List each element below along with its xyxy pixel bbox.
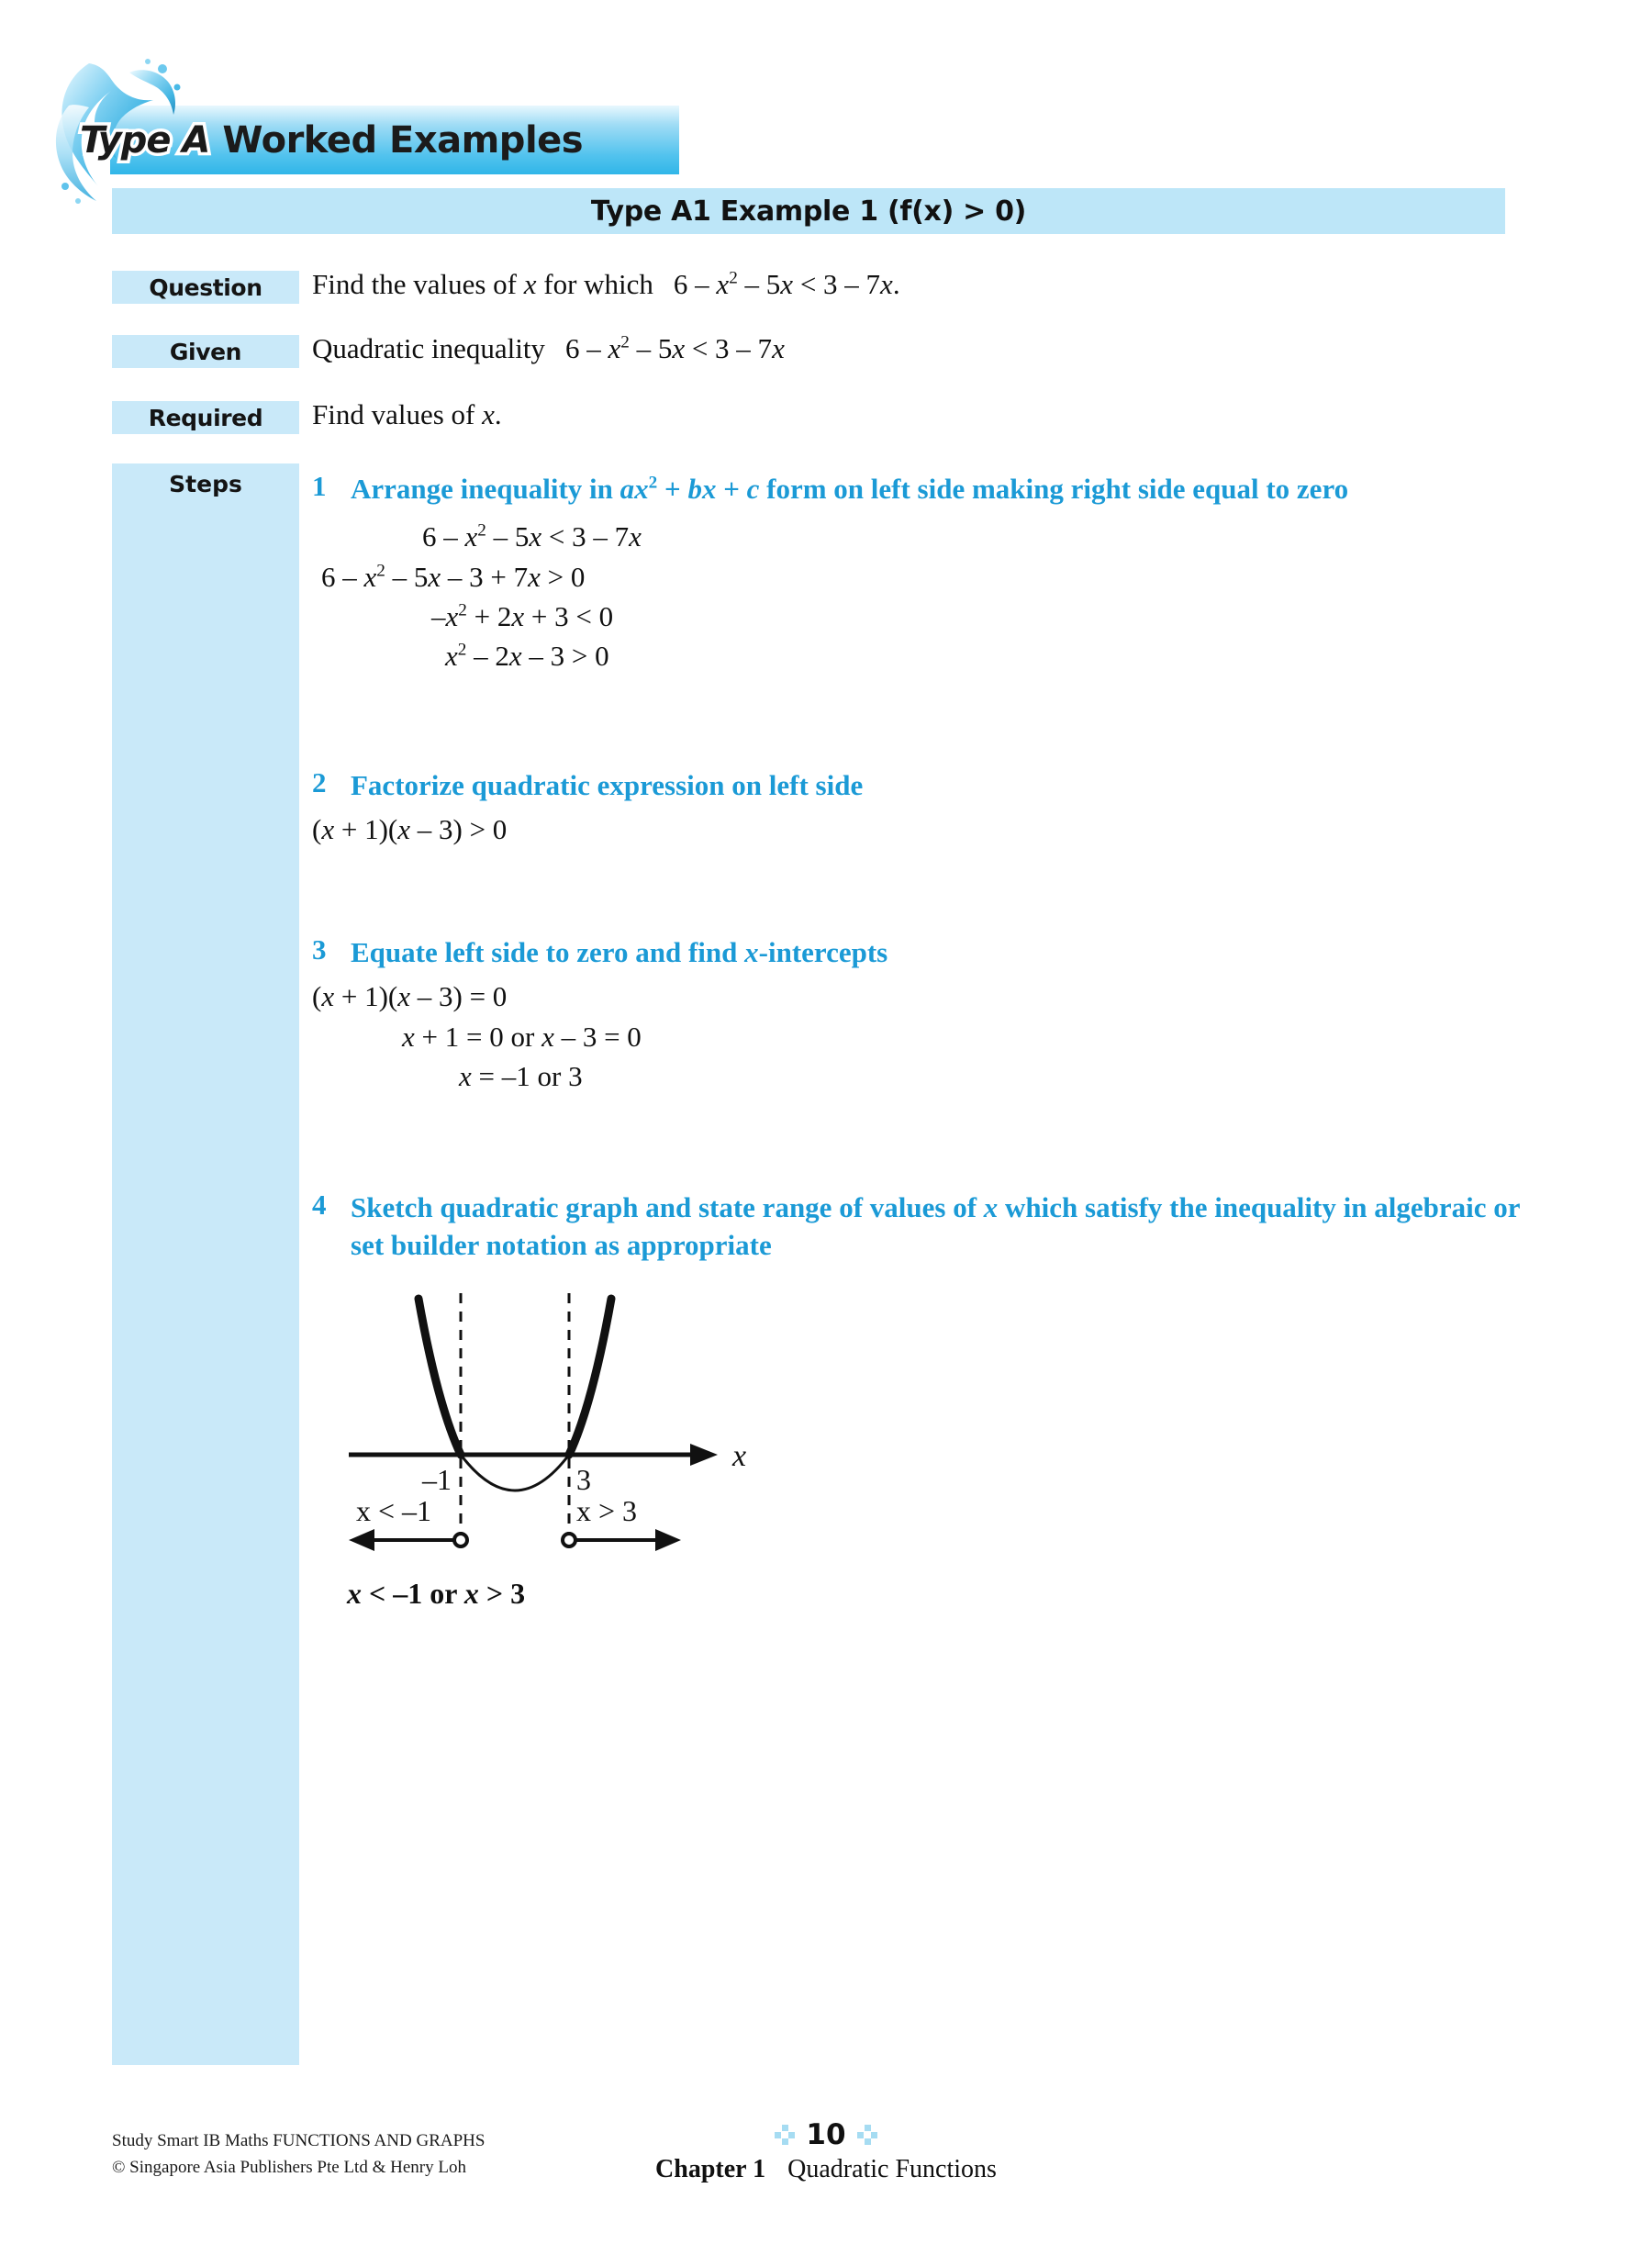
parabola-thick-right bbox=[569, 1299, 611, 1455]
step-1-title: Arrange inequality in $ax^2$ + bx + c form on left side making right side equal to zero bbox=[351, 473, 1349, 505]
page-number: 10 bbox=[806, 2118, 846, 2151]
step-2 bbox=[312, 766, 863, 850]
quadratic-sketch bbox=[340, 1280, 771, 1592]
required-text: Find values of x. bbox=[312, 398, 502, 430]
page-number-row bbox=[551, 2118, 1101, 2151]
label-required: Required bbox=[148, 404, 263, 431]
number-line-left-arrowhead bbox=[349, 1529, 374, 1551]
step-3 bbox=[312, 933, 887, 1096]
equation-line: $x^2 - 2x - 3 > 0$ bbox=[445, 640, 609, 673]
equation-line: (x + 1)(x – 3) = 0 bbox=[312, 980, 508, 1013]
step-4-number: 4 bbox=[312, 1189, 327, 1221]
parabola-thick-left bbox=[419, 1299, 461, 1455]
steps-column bbox=[112, 463, 299, 2065]
equation-line: $6 - x^2 - 5x - 3 + 7x > 0$ bbox=[321, 560, 586, 593]
root-label-left: –1 bbox=[422, 1463, 452, 1496]
open-circle-root-left bbox=[454, 1534, 467, 1546]
footer-line-2: © Singapore Asia Publishers Pte Ltd & Henry Loh bbox=[112, 2158, 466, 2178]
label-chip-question bbox=[112, 271, 299, 304]
step-2-equations bbox=[312, 809, 863, 849]
equation-line: (x + 1)(x – 3) > 0 bbox=[312, 813, 508, 846]
chapter-line bbox=[551, 2155, 1101, 2184]
open-circle-root-right bbox=[563, 1534, 575, 1546]
chapter-label: Chapter 1 bbox=[655, 2155, 766, 2183]
masthead-text bbox=[41, 106, 610, 174]
step-1-heading bbox=[312, 470, 1348, 508]
step-4-title: Sketch quadratic graph and state range of values of x which satisfy the inequality in algebraic or set builder notation as appropriate bbox=[351, 1191, 1520, 1262]
example-title-text: Type A1 Example 1 (f(x) > 0) bbox=[590, 195, 1027, 228]
step-2-heading bbox=[312, 766, 863, 804]
masthead-type-label: Type A bbox=[80, 118, 210, 162]
label-chip-required bbox=[112, 401, 299, 434]
label-chip-given bbox=[112, 335, 299, 368]
region-label-right: x > 3 bbox=[576, 1494, 638, 1527]
footer-line-1: Study Smart IB Maths FUNCTIONS AND GRAPHS bbox=[112, 2131, 486, 2150]
step-1-number: 1 bbox=[312, 470, 327, 502]
number-line-right-arrowhead bbox=[655, 1529, 681, 1551]
region-label-left: x < –1 bbox=[356, 1494, 432, 1527]
step-2-title: Factorize quadratic expression on left side bbox=[351, 769, 864, 801]
masthead-title: Worked Examples bbox=[222, 118, 584, 162]
step-4-heading bbox=[312, 1189, 1535, 1264]
equation-line: $-x^2 + 2x + 3 < 0$ bbox=[431, 600, 614, 632]
ornament-left-icon bbox=[775, 2125, 795, 2145]
label-steps: Steps bbox=[169, 471, 242, 497]
x-axis-label: x bbox=[732, 1439, 747, 1473]
label-given: Given bbox=[169, 338, 242, 365]
step-1-equations bbox=[312, 517, 1348, 676]
root-label-right: 3 bbox=[576, 1463, 591, 1496]
equation-line: $6 - x^2 - 5x < 3 - 7x$ bbox=[422, 520, 642, 553]
example-title-bar bbox=[112, 188, 1505, 234]
step-3-title: Equate left side to zero and find x-intercepts bbox=[351, 936, 888, 968]
step-1 bbox=[312, 470, 1348, 676]
given-text: Quadratic inequality $6 - x^2 - 5x < 3 - 7x$ bbox=[312, 332, 785, 364]
ornament-right-icon bbox=[857, 2125, 877, 2145]
parabola-thin-segment bbox=[461, 1455, 569, 1490]
step-3-equations bbox=[312, 977, 887, 1096]
x-axis-arrowhead bbox=[690, 1444, 718, 1466]
question-text: Find the values of x for which $6 - x^2 - 5x < 3 - 7x$. bbox=[312, 268, 900, 300]
chapter-name: Quadratic Functions bbox=[787, 2155, 997, 2183]
step-2-number: 2 bbox=[312, 766, 327, 798]
equation-line: x = –1 or 3 bbox=[459, 1060, 583, 1092]
masthead bbox=[41, 106, 638, 174]
label-question: Question bbox=[149, 274, 262, 301]
step-3-heading bbox=[312, 933, 887, 971]
footer-center bbox=[551, 2118, 1101, 2184]
step-4 bbox=[312, 1189, 1535, 1264]
final-answer: x < –1 or x > 3 bbox=[347, 1577, 526, 1610]
step-3-number: 3 bbox=[312, 933, 327, 966]
equation-line: x + 1 = 0 or x – 3 = 0 bbox=[402, 1020, 642, 1053]
